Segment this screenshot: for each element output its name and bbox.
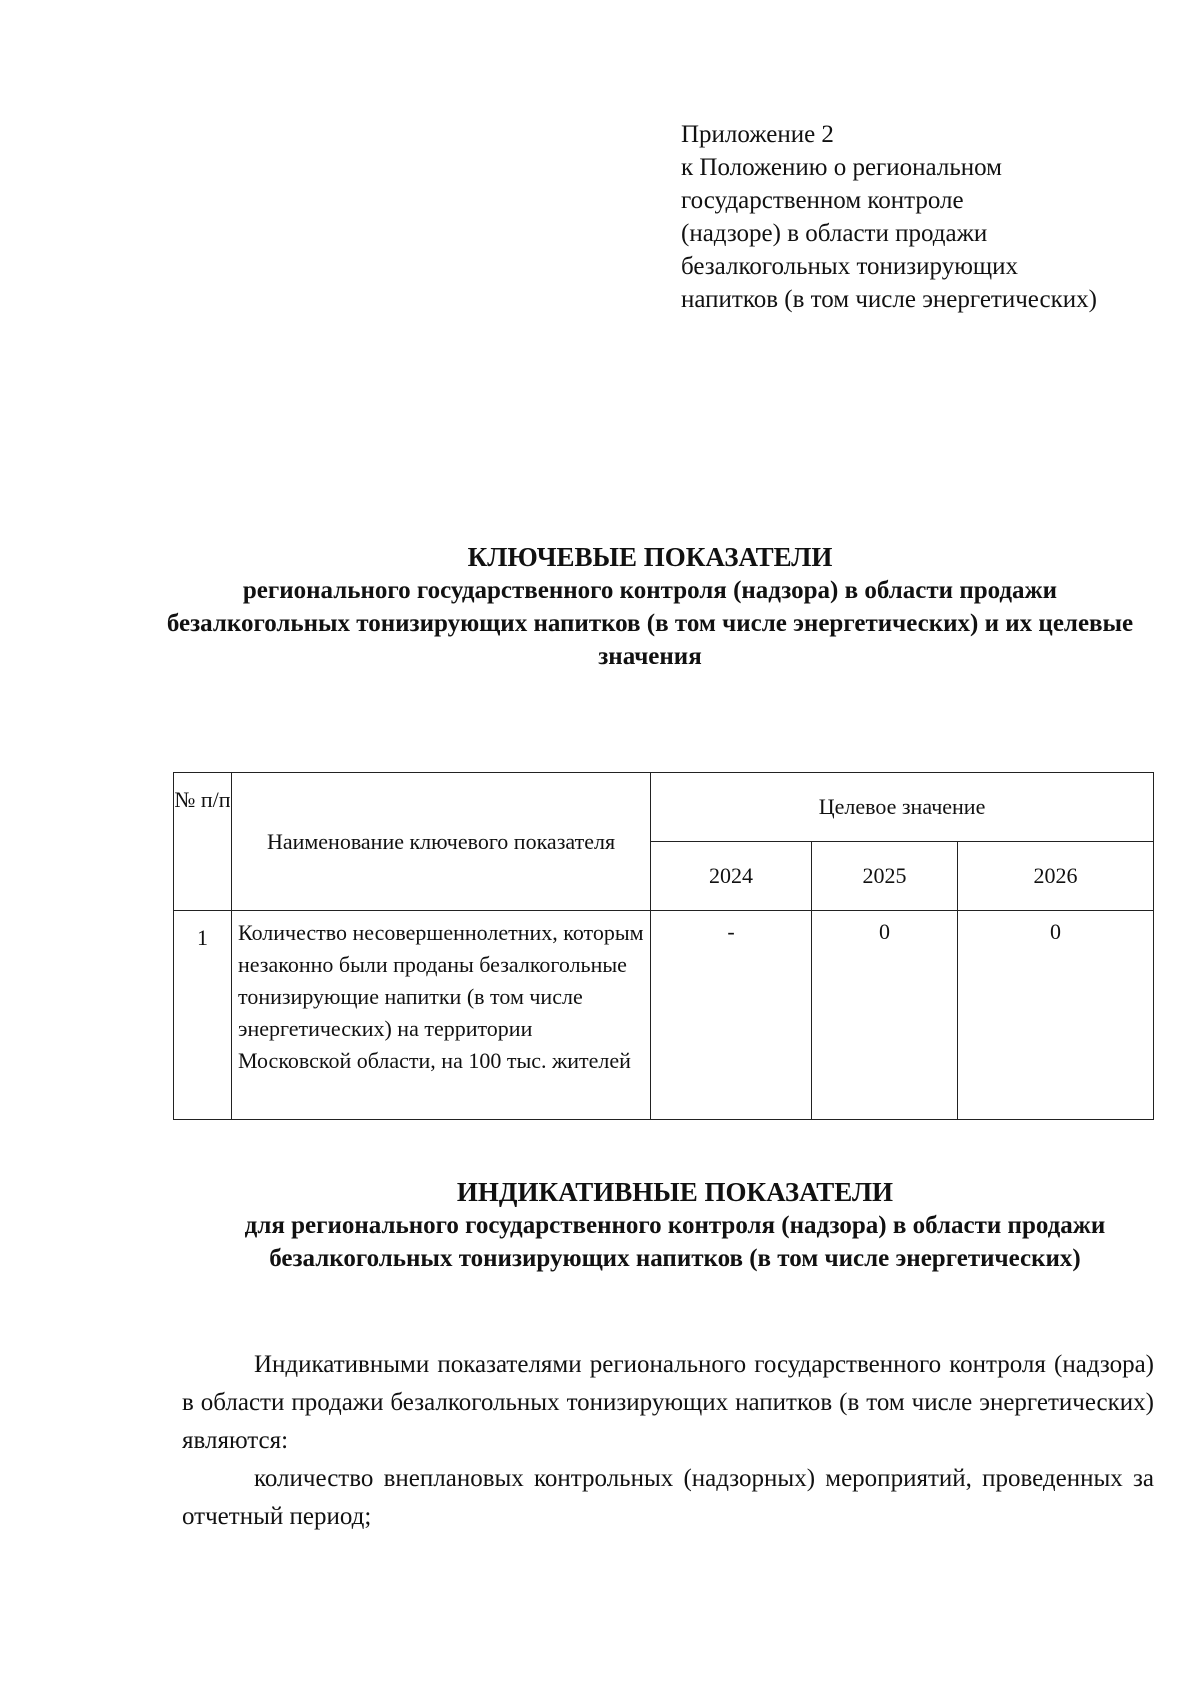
header-num-label: № п/п — [174, 787, 231, 812]
indicative-indicators-title: ИНДИКАТИВНЫЕ ПОКАЗАТЕЛИ — [456, 1177, 894, 1207]
key-indicators-heading — [150, 541, 1150, 673]
header-year: 2026 — [958, 842, 1154, 911]
row-value-2025: 0 — [812, 911, 958, 1120]
header-target — [651, 773, 1154, 842]
key-indicators-table — [173, 772, 1154, 1120]
paragraph: количество внеплановых контрольных (надзорных) мероприятий, проведенных за отчетный период; — [182, 1465, 1154, 1530]
table-row — [174, 911, 1154, 1120]
header-year: 2024 — [651, 842, 812, 911]
appendix-header: Приложение 2 к Положению о региональном государственном контроле (надзоре) в области продажи безалкогольных тонизирующих напитков (в том числе энергетических) — [681, 121, 1097, 313]
header-target-label: Целевое значение — [818, 794, 986, 819]
row-indicator-name: Количество несовершеннолетних, которым незаконно были проданы безалкогольные тонизирующие напитки (в том числе энергетических) на территории Московской области, на 100 тыс. жителей — [232, 911, 651, 1120]
indicative-indicators-subtitle: для регионального государственного контроля (надзора) в области продажи безалкогольных тонизирующих напитков (в том числе энергетических) — [244, 1212, 1106, 1272]
key-indicators-subtitle: регионального государственного контроля (надзора) в области продажи безалкогольных тонизирующих напитков (в том числе энергетических) и их целевые значения — [166, 577, 1134, 670]
paragraph: Индикативными показателями регионального государственного контроля (надзора) в области продажи безалкогольных тонизирующих напитков (в том числе энергетических) являются: — [182, 1351, 1154, 1454]
key-indicators-title: КЛЮЧЕВЫЕ ПОКАЗАТЕЛИ — [467, 542, 833, 572]
header-name-label: Наименование ключевого показателя — [266, 828, 616, 854]
header-year: 2025 — [812, 842, 958, 911]
header-num — [174, 773, 232, 911]
row-value-2026: 0 — [958, 911, 1154, 1120]
row-num: 1 — [174, 911, 232, 1120]
row-value-2024: - — [651, 911, 812, 1120]
indicative-indicators-heading — [150, 1176, 1200, 1275]
header-name — [232, 773, 651, 911]
indicative-body — [182, 1346, 1154, 1536]
